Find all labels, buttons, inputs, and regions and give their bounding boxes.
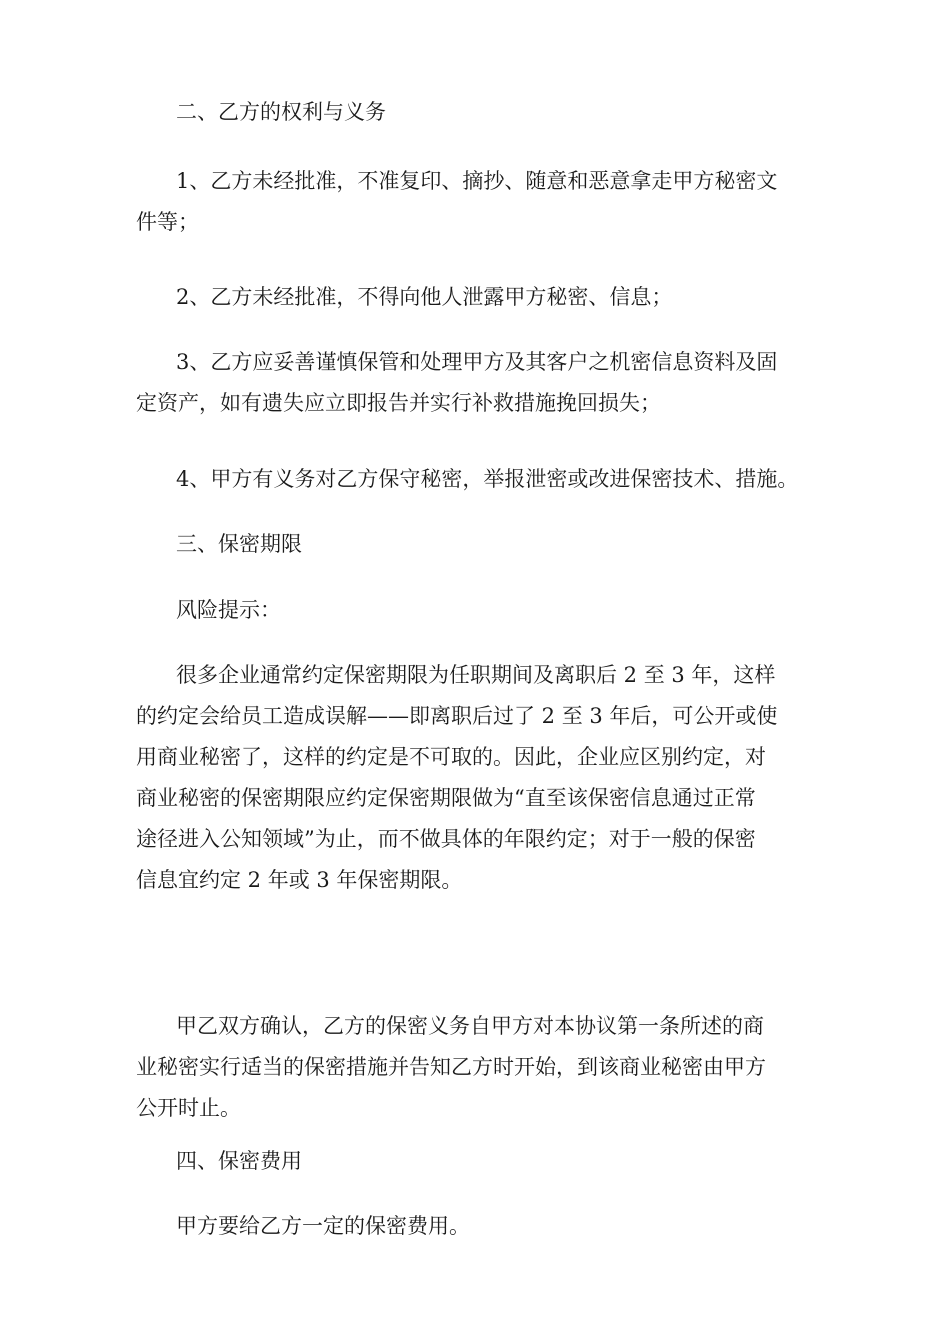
clause-item-3 <box>136 350 816 432</box>
confirmation-paragraph <box>136 1014 816 1137</box>
text-line: 信息宜约定 2 年或 3 年保密期限。 <box>136 868 463 892</box>
text-line: 件等； <box>136 210 199 234</box>
text-line: 甲乙双方确认，乙方的保密义务自甲方对本协议第一条所述的商 <box>176 1014 764 1038</box>
text-line: 业秘密实行适当的保密措施并告知乙方时开始，到该商业秘密由甲方 <box>136 1055 766 1079</box>
fee-paragraph <box>136 1214 816 1255</box>
text-line: 四、保密费用 <box>176 1149 302 1173</box>
text-line: 4、甲方有义务对乙方保守秘密，举报泄密或改进保密技术、措施。 <box>176 467 799 491</box>
text-line: 三、保密期限 <box>176 532 302 556</box>
risk-warning-title <box>136 598 816 639</box>
text-line: 2、乙方未经批准，不得向他人泄露甲方秘密、信息； <box>176 285 673 309</box>
text-line: 二、乙方的权利与义务 <box>176 100 386 124</box>
text-line: 定资产，如有遗失应立即报告并实行补救措施挽回损失； <box>136 391 661 415</box>
clause-item-2 <box>136 285 816 326</box>
text-line: 商业秘密的保密期限应约定保密期限做为“直至该保密信息通过正常 <box>136 786 756 810</box>
text-line: 的约定会给员工造成误解——即离职后过了 2 至 3 年后，可公开或使 <box>136 704 778 728</box>
risk-warning-body <box>136 663 816 909</box>
section-heading-rights-obligations <box>136 100 816 141</box>
clause-item-4 <box>136 467 816 508</box>
section-heading-confidentiality-fee <box>136 1149 816 1190</box>
text-line: 3、乙方应妥善谨慎保管和处理甲方及其客户之机密信息资料及固 <box>176 350 778 374</box>
text-line: 途径进入公知领域”为止，而不做具体的年限约定；对于一般的保密 <box>136 827 756 851</box>
text-line: 很多企业通常约定保密期限为任职期间及离职后 2 至 3 年，这样 <box>176 663 776 687</box>
text-line: 甲方要给乙方一定的保密费用。 <box>176 1214 470 1238</box>
section-heading-confidentiality-period <box>136 532 816 573</box>
text-line: 用商业秘密了，这样的约定是不可取的。因此，企业应区别约定，对 <box>136 745 766 769</box>
text-line: 公开时止。 <box>136 1096 241 1120</box>
text-line: 风险提示： <box>176 598 281 622</box>
clause-item-1 <box>136 169 816 251</box>
text-line: 1、乙方未经批准，不准复印、摘抄、随意和恶意拿走甲方秘密文 <box>176 169 778 193</box>
